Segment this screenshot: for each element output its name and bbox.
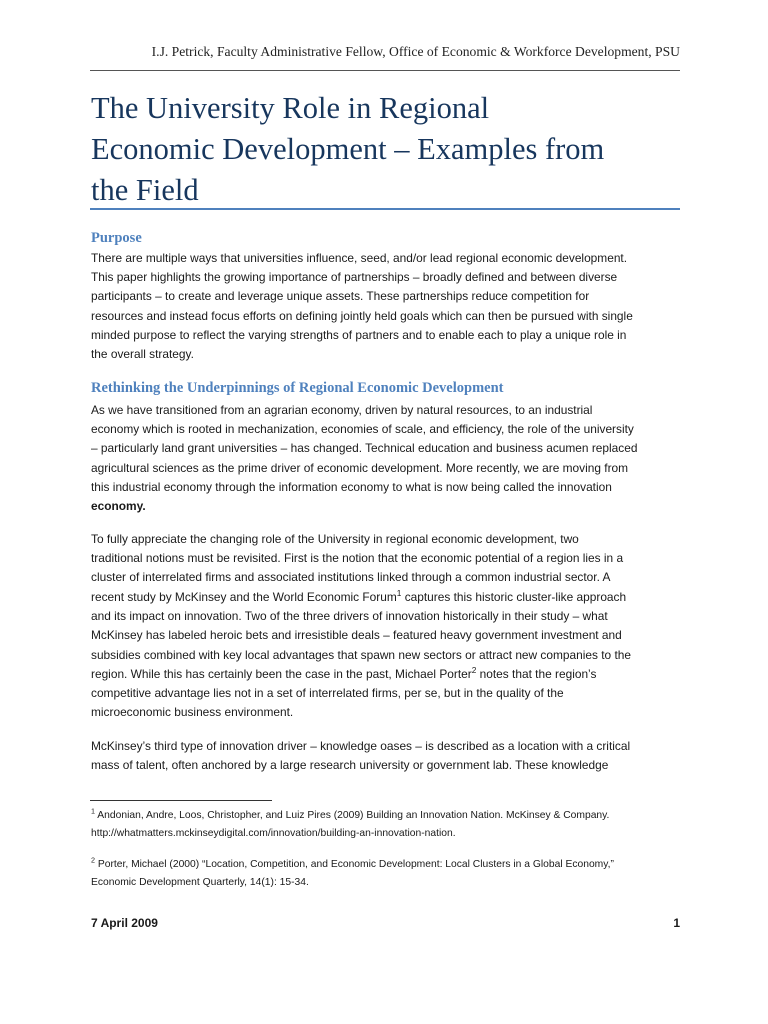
body-text-line: McKinsey’s third type of innovation driver – knowledge oases – is described as a location with a critical: [91, 739, 631, 753]
text-run: region. While this has certainly been the case in the past, Michael Porter: [91, 667, 472, 681]
body-text-line: cluster of interrelated firms and associated institutions linked through a common industrial sector. A: [91, 570, 611, 584]
body-text-line: competitive advantage lies not in a set of interrelated firms, per se, but in the quality of the: [91, 686, 564, 700]
body-text-line: As we have transitioned from an agrarian economy, driven by natural resources, to an industrial: [91, 403, 593, 417]
body-text-line: resources and instead focus efforts on defining jointly held goals which can then be pursued with single: [91, 309, 633, 323]
body-text-line: [91, 588, 626, 607]
document-title: [91, 88, 691, 211]
title-divider: [90, 208, 680, 210]
body-text-line: [91, 665, 596, 684]
text-run: captures this historic cluster-like approach: [401, 590, 627, 604]
footnote-text: Porter, Michael (2000) “Location, Competition, and Economic Development: Local Clusters in a Global Economy,”: [95, 859, 614, 870]
header-divider: [90, 70, 680, 71]
section-heading-rethinking: Rethinking the Underpinnings of Regional Economic Development: [91, 380, 504, 396]
body-text-line: – particularly land grant universities – has changed. Technical education and business acumen replaced: [91, 441, 638, 455]
body-text-line: traditional notions must be revisited. First is the notion that the economic potential of a region lies in a: [91, 551, 624, 565]
body-text-line: minded purpose to reflect the varying strengths of partners and to enable each to play a unique role in: [91, 328, 627, 342]
footer-date: 7 April 2009: [91, 916, 158, 930]
body-text-line: the overall strategy.: [91, 347, 194, 361]
footnote-ref-2[interactable]: 2: [471, 665, 477, 676]
footnote-text: Economic Development Quarterly, 14(1): 15-34.: [91, 877, 309, 888]
page-number: 1: [673, 916, 680, 930]
body-text-line: this industrial economy through the information economy to what is now being called the innovation: [91, 480, 612, 494]
footnote-ref-1[interactable]: 1: [396, 588, 402, 599]
body-text-line-bold: economy.: [91, 499, 146, 513]
body-text-line: McKinsey has labeled heroic bets and irresistible deals – featured heavy government investment and: [91, 628, 622, 642]
body-text-line: participants – to create and leverage unique assets. These partnerships reduce competition for: [91, 289, 590, 303]
body-text-line: mass of talent, often anchored by a large research university or government lab. These knowledge: [91, 758, 609, 772]
text-run: notes that the region’s: [476, 667, 597, 681]
running-header: I.J. Petrick, Faculty Administrative Fellow, Office of Economic & Workforce Development, PSU: [151, 44, 680, 59]
footnote-url[interactable]: http://whatmatters.mckinseydigital.com/innovation/building-an-innovation-nation.: [91, 828, 456, 839]
section-heading-purpose: Purpose: [91, 230, 142, 246]
footnote-text: Andonian, Andre, Loos, Christopher, and Luiz Pires (2009) Building an Innovation Nation. McKinsey & Company.: [95, 810, 610, 821]
footnote-separator: [90, 800, 272, 801]
body-text-line: This paper highlights the growing importance of partnerships – broadly defined and between diverse: [91, 270, 618, 284]
body-text-line: To fully appreciate the changing role of the University in regional economic development, two: [91, 532, 579, 546]
text-run: recent study by McKinsey and the World Economic Forum: [91, 590, 397, 604]
body-text-line: There are multiple ways that universities influence, seed, and/or lead regional economic development.: [91, 251, 628, 265]
body-text-line: microeconomic business environment.: [91, 705, 294, 719]
footnote-2: [91, 857, 614, 873]
title-line: Economic Development – Examples from: [91, 132, 605, 166]
body-text-line: agricultural sciences as the prime driver of economic development. More recently, we are moving from: [91, 461, 629, 475]
body-text-line: economy which is rooted in mechanization, economies of scale, and efficiency, the role of the university: [91, 422, 634, 436]
title-line: The University Role in Regional: [91, 91, 490, 125]
footnote-mark: 1: [91, 806, 96, 816]
body-text-line: and its impact on innovation. Two of the three drivers of innovation historically in their study – what: [91, 609, 608, 623]
title-line: the Field: [91, 173, 199, 207]
footnote-1: [91, 808, 609, 824]
body-text-line: subsidies combined with key local advantages that spawn new sectors or attract new companies to the: [91, 648, 631, 662]
footnote-mark: 2: [91, 855, 96, 865]
